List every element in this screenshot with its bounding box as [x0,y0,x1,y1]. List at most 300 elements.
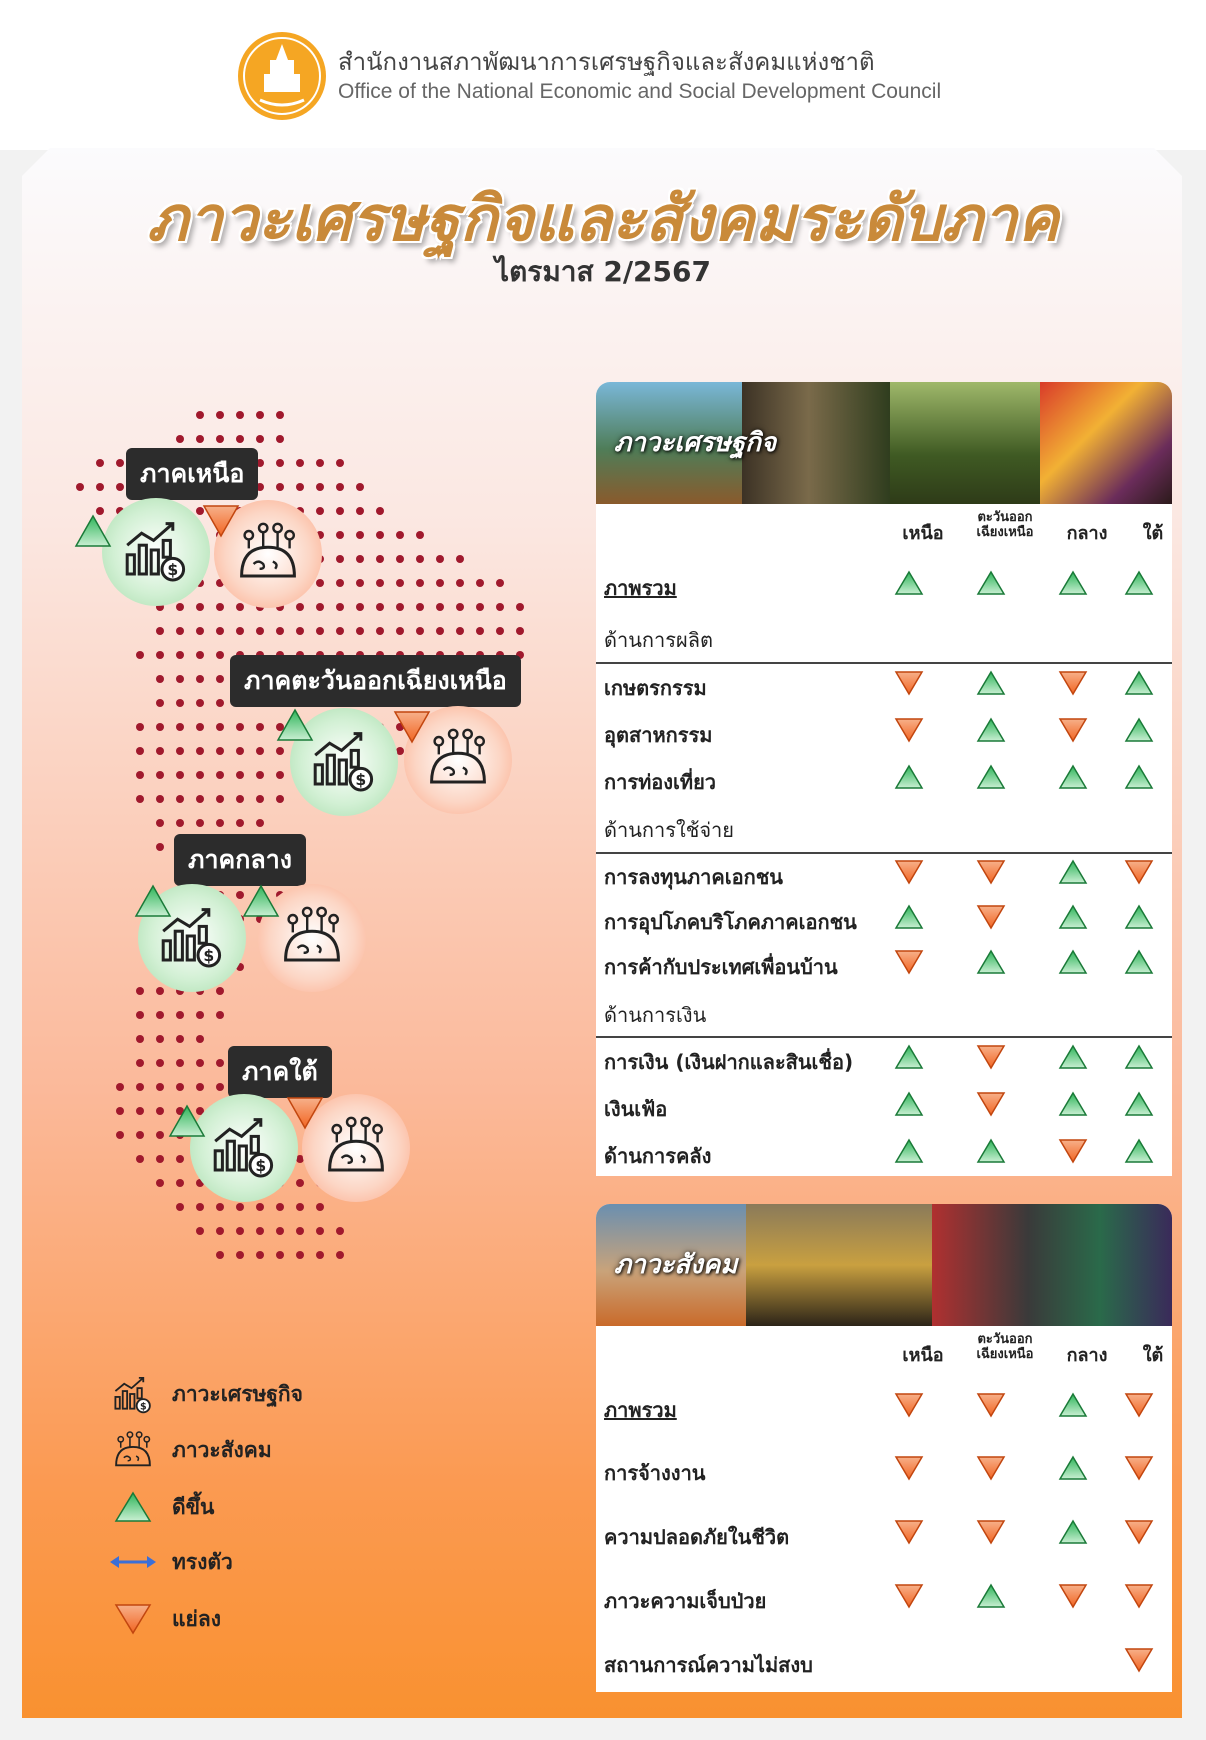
map-dot [276,483,284,491]
section-divider [596,1036,1172,1038]
triangle-down-icon [108,1597,158,1641]
map-dot [136,747,144,755]
column-header-line1: ตะวันออก [977,510,1033,525]
region-label-northeast: ภาคตะวันออกเฉียงเหนือ [230,655,521,707]
triangle-down-icon [1124,859,1154,887]
map-dot [296,1251,304,1259]
map-dot [376,507,384,515]
table-row-label: การค้ากับประเทศเพื่อนบ้าน [604,955,838,979]
map-dot [256,723,264,731]
region-label-south: ภาคใต้ [228,1046,332,1098]
column-header: ใต้ [1142,523,1164,544]
legend-label: ดีขึ้น [172,1494,215,1519]
org-name-english: Office of the National Economic and Social Development Council [338,80,942,103]
triangle-up-icon [976,1138,1006,1166]
map-dot [136,1155,144,1163]
map-dot [156,1035,164,1043]
map-dot [76,483,84,491]
map-dot [376,531,384,539]
legend-item [108,1485,214,1529]
table-row-label: เงินเฟ้อ [604,1097,668,1121]
map-dot [336,603,344,611]
map-dot [236,771,244,779]
map-dot [236,723,244,731]
map-dot [236,1227,244,1235]
map-dot [356,555,364,563]
triangle-up-icon [1124,670,1154,698]
map-dot [216,1083,224,1091]
map-dot [276,459,284,467]
triangle-up-icon [1058,1519,1088,1547]
triangle-up-icon [894,764,924,792]
table-row-label: อุตสาหกรรม [604,723,713,747]
map-dot [316,1203,324,1211]
legend-item [108,1597,221,1641]
triangle-up-icon [1124,570,1154,598]
society-icon [108,1428,158,1472]
map-dot [376,627,384,635]
map-dot [256,1227,264,1235]
map-dot [176,1203,184,1211]
social-card-title: ภาวะสังคม [614,1250,738,1280]
map-dot [316,459,324,467]
map-dot [156,819,164,827]
legend-label: แย่ลง [172,1606,221,1631]
table-row-label: ความปลอดภัยในชีวิต [604,1525,790,1549]
map-dot [216,819,224,827]
section-heading: ด้านการผลิต [604,628,713,652]
economy-circle [190,1094,298,1202]
map-dot [356,531,364,539]
triangle-up-icon [894,1091,924,1119]
table-row-label: การอุปโภคบริโภคภาคเอกชน [604,910,857,934]
map-dot [316,1251,324,1259]
map-dot [376,555,384,563]
map-dot [156,1059,164,1067]
map-dot [136,1035,144,1043]
map-dot [176,1011,184,1019]
map-dot [216,675,224,683]
map-dot [276,1203,284,1211]
triangle-up-icon [276,708,314,746]
map-dot [236,747,244,755]
triangle-down-icon [1124,1647,1154,1675]
legend-label: ภาวะเศรษฐกิจ [172,1381,303,1406]
column-header [960,510,1050,540]
triangle-up-icon [168,1104,206,1142]
map-dot [156,651,164,659]
triangle-down-icon [202,504,240,542]
triangle-up-icon [1124,1091,1154,1119]
table-row-label: ภาวะความเจ็บป่วย [604,1589,767,1613]
map-dot [256,411,264,419]
map-dot [196,771,204,779]
map-dot [176,675,184,683]
map-dot [416,627,424,635]
triangle-down-icon [976,1519,1006,1547]
map-dot [216,1227,224,1235]
map-dot [216,411,224,419]
map-dot [216,1203,224,1211]
map-dot [296,627,304,635]
triangle-up-icon [894,1044,924,1072]
section-heading: ด้านการเงิน [604,1003,707,1027]
org-name-thai: สำนักงานสภาพัฒนาการเศรษฐกิจและสังคมแห่งชาติ [338,48,875,76]
economy-icon [108,1372,158,1416]
column-header: เหนือ [902,523,944,544]
map-dot [136,771,144,779]
map-dot [356,483,364,491]
table-row-label: การท่องเที่ยว [604,770,717,794]
map-dot [176,651,184,659]
map-dot [436,603,444,611]
map-dot [356,627,364,635]
map-dot [136,1011,144,1019]
map-dot [216,987,224,995]
map-dot [436,579,444,587]
map-dot [336,507,344,515]
triangle-up-icon [976,570,1006,598]
map-dot [196,627,204,635]
map-dot [416,603,424,611]
triangle-down-icon [286,1096,324,1134]
triangle-down-icon [1058,1583,1088,1611]
map-dot [196,699,204,707]
triangle-down-icon [894,1455,924,1483]
map-dot [416,555,424,563]
map-dot [196,651,204,659]
map-dot [196,603,204,611]
triangle-down-icon [894,717,924,745]
triangle-up-icon [976,1583,1006,1611]
map-dot [296,459,304,467]
map-dot [236,1251,244,1259]
map-dot [176,1179,184,1187]
map-dot [396,603,404,611]
map-dot [136,1107,144,1115]
triangle-up-icon [1058,1455,1088,1483]
map-dot [156,675,164,683]
map-dot [316,1227,324,1235]
section-divider [596,852,1172,854]
triangle-up-icon [1058,1392,1088,1420]
map-dot [156,1155,164,1163]
map-dot [316,603,324,611]
table-row-label: เกษตรกรรม [604,676,707,700]
map-dot [356,507,364,515]
section-divider [596,662,1172,664]
economy-photo-banner [596,382,1172,504]
map-dot [196,747,204,755]
triangle-down-icon [976,1091,1006,1119]
triangle-down-icon [393,710,431,748]
map-dot [136,1083,144,1091]
map-dot [296,1203,304,1211]
triangle-up-icon [894,904,924,932]
map-dot [116,483,124,491]
triangle-down-icon [1058,717,1088,745]
map-dot [396,579,404,587]
map-dot [456,627,464,635]
svg-text:$: $ [139,1401,147,1413]
map-dot [256,435,264,443]
map-dot [356,603,364,611]
map-dot [216,435,224,443]
map-dot [156,747,164,755]
triangle-up-icon [976,949,1006,977]
map-dot [276,1227,284,1235]
region-label-central: ภาคกลาง [174,834,306,886]
map-dot [256,747,264,755]
map-dot [136,987,144,995]
map-dot [296,1179,304,1187]
table-row-label: การลงทุนภาคเอกชน [604,865,783,889]
map-dot [176,1155,184,1163]
triangle-down-icon [1124,1455,1154,1483]
economy-circle [102,498,210,606]
map-dot [256,819,264,827]
map-dot [276,1251,284,1259]
map-dot [176,435,184,443]
triangle-up-icon [1124,717,1154,745]
triangle-down-icon [976,1455,1006,1483]
map-dot [176,603,184,611]
map-dot [296,483,304,491]
svg-text:$: $ [255,1157,267,1176]
nesdc-logo [236,30,328,122]
triangle-down-icon [894,1392,924,1420]
map-dot [156,771,164,779]
map-dot [456,579,464,587]
map-dot [236,435,244,443]
map-dot [176,723,184,731]
table-row-label: ภาพรวม [604,576,677,600]
map-dot [456,603,464,611]
map-dot [176,747,184,755]
legend-label: ทรงตัว [172,1549,233,1574]
map-dot [416,579,424,587]
triangle-up-icon [1124,1138,1154,1166]
map-dot [196,1203,204,1211]
map-dot [216,723,224,731]
map-dot [156,1107,164,1115]
map-dot [196,819,204,827]
column-header-line1: ตะวันออก [977,1332,1033,1347]
map-dot [296,1227,304,1235]
triangle-down-icon [976,859,1006,887]
map-dot [156,795,164,803]
page-subtitle: ไตรมาส 2/2567 [495,255,711,288]
economy-card-title: ภาวะเศรษฐกิจ [614,428,777,458]
map-dot [496,627,504,635]
map-dot [236,795,244,803]
map-dot [156,699,164,707]
column-header-line2: เฉียงเหนือ [976,525,1034,540]
triangle-up-icon [1058,1044,1088,1072]
map-dot [336,1251,344,1259]
section-heading: ด้านการใช้จ่าย [604,818,734,842]
triangle-down-icon [894,1519,924,1547]
map-dot [156,1083,164,1091]
map-dot [216,603,224,611]
map-dot [316,627,324,635]
legend-item [108,1540,233,1584]
map-dot [316,579,324,587]
table-row-label: สถานการณ์ความไม่สงบ [604,1653,813,1677]
table-row-label: การเงิน (เงินฝากและสินเชื่อ) [604,1050,854,1074]
map-dot [176,1059,184,1067]
map-dot [516,603,524,611]
triangle-down-icon [976,904,1006,932]
map-dot [156,843,164,851]
triangle-down-icon [894,859,924,887]
map-dot [276,411,284,419]
svg-text:$: $ [203,947,215,966]
map-dot [456,555,464,563]
map-dot [516,627,524,635]
triangle-up-icon [976,670,1006,698]
map-dot [176,1083,184,1091]
map-dot [216,1011,224,1019]
map-dot [136,723,144,731]
map-dot [396,555,404,563]
map-dot [216,795,224,803]
map-dot [276,747,284,755]
map-dot [136,1059,144,1067]
map-dot [276,435,284,443]
triangle-down-icon [1058,670,1088,698]
triangle-up-icon [1058,859,1088,887]
map-dot [136,795,144,803]
map-dot [356,579,364,587]
map-dot [476,579,484,587]
triangle-down-icon [976,1044,1006,1072]
triangle-down-icon [1058,1138,1088,1166]
triangle-up-icon [1058,1091,1088,1119]
triangle-up-icon [1124,1044,1154,1072]
triangle-up-icon [134,884,172,922]
map-dot [236,627,244,635]
map-dot [376,603,384,611]
legend-item [108,1428,272,1472]
header [0,0,1206,150]
map-dot [236,603,244,611]
map-dot [316,507,324,515]
triangle-up-icon [894,1138,924,1166]
map-dot [196,1083,204,1091]
map-dot [196,1227,204,1235]
map-dot [116,1107,124,1115]
map-dot [476,603,484,611]
triangle-up-icon [74,514,112,552]
map-dot [196,1059,204,1067]
column-header: กลาง [1066,523,1108,544]
map-dot [196,435,204,443]
map-dot [176,795,184,803]
page-title: ภาวะเศรษฐกิจและสังคมระดับภาค [147,182,1059,255]
map-dot [176,627,184,635]
double-arrow-icon [108,1540,158,1584]
map-dot [256,627,264,635]
triangle-up-icon [1058,570,1088,598]
map-dot [236,1203,244,1211]
map-dot [136,1131,144,1139]
map-dot [256,1203,264,1211]
svg-text:$: $ [355,771,367,790]
map-dot [96,483,104,491]
column-header: กลาง [1066,1345,1108,1366]
triangle-down-icon [894,949,924,977]
column-header [960,1332,1050,1362]
map-dot [276,795,284,803]
map-dot [396,627,404,635]
table-row-label: ด้านการคลัง [604,1144,712,1168]
map-dot [336,483,344,491]
map-dot [496,603,504,611]
map-dot [216,627,224,635]
map-dot [156,723,164,731]
map-dot [336,579,344,587]
map-dot [436,555,444,563]
map-dot [396,531,404,539]
map-dot [476,627,484,635]
legend-item [108,1372,303,1416]
map-dot [316,483,324,491]
map-dot [296,603,304,611]
economy-card [596,382,1172,1176]
map-dot [336,1227,344,1235]
map-dot [156,987,164,995]
map-dot [336,627,344,635]
triangle-down-icon [894,670,924,698]
triangle-up-icon [1124,764,1154,792]
map-dot [436,627,444,635]
map-dot [196,723,204,731]
social-photo-banner [596,1204,1172,1326]
triangle-down-icon [976,1392,1006,1420]
map-dot [376,579,384,587]
map-dot [176,699,184,707]
map-dot [256,1251,264,1259]
triangle-up-icon [976,717,1006,745]
map-dot [496,579,504,587]
table-row-label: การจ้างงาน [604,1461,706,1485]
triangle-up-icon [1058,904,1088,932]
map-dot [96,459,104,467]
map-dot [216,699,224,707]
map-dot [116,1131,124,1139]
map-dot [216,1251,224,1259]
map-dot [196,795,204,803]
map-dot [176,819,184,827]
map-dot [216,651,224,659]
map-dot [176,1035,184,1043]
map-dot [156,627,164,635]
map-dot [156,1131,164,1139]
region-label-north: ภาคเหนือ [126,448,258,500]
map-dot [256,795,264,803]
triangle-up-icon [108,1485,158,1529]
map-dot [176,771,184,779]
social-card [596,1204,1172,1692]
map-dot [116,459,124,467]
map-dot [196,411,204,419]
map-dot [336,555,344,563]
map-dot [156,1011,164,1019]
map-dot [236,819,244,827]
triangle-down-icon [1124,1519,1154,1547]
map-dot [216,747,224,755]
